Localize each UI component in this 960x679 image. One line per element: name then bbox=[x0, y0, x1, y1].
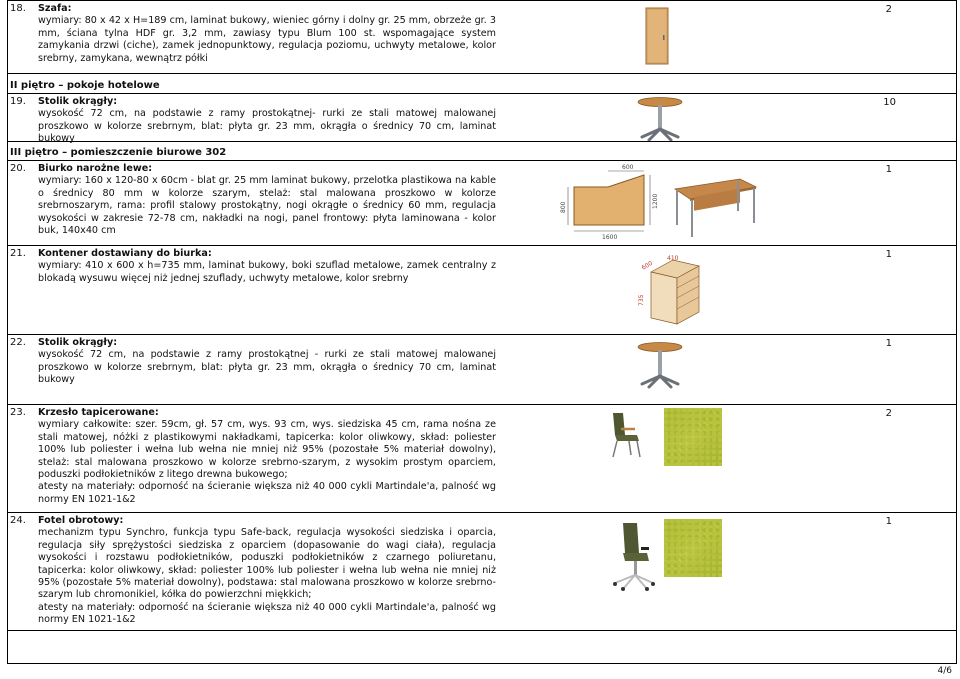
round-table-image bbox=[635, 96, 685, 141]
item-quantity: 2 bbox=[885, 4, 892, 15]
item-body: wymiary: 410 x 600 x h=735 mm, laminat bukowy, boki szuflad metalowe, zamek centralny z blokadą wysuwu więcej niż jednej szuflady, uchwyty metalowe, kolor srebrny bbox=[38, 260, 496, 284]
item-description bbox=[38, 337, 496, 387]
round-table-image bbox=[635, 341, 685, 389]
drawer-container-drawing bbox=[633, 252, 713, 328]
item-title: Krzesło tapicerowane: bbox=[38, 407, 159, 418]
wardrobe-image bbox=[645, 7, 669, 65]
item-number: 23. bbox=[10, 407, 26, 418]
dim-label: 600 bbox=[622, 164, 634, 171]
item-body: wysokość 72 cm, na podstawie z ramy prostokątnej- rurki ze stali matowej malowanej proszkowo w kolorze srebrnym, blat: płyta gr. 23 mm, okrągła o średnicy 70 cm, laminat bukowy bbox=[38, 108, 496, 145]
furniture-specification-table bbox=[7, 0, 957, 664]
item-number: 21. bbox=[10, 248, 26, 259]
dim-label: 600 bbox=[640, 259, 654, 272]
table-row bbox=[8, 405, 956, 513]
item-title: Stolik okrągły: bbox=[38, 337, 118, 348]
item-number: 24. bbox=[10, 515, 26, 526]
table-row bbox=[8, 513, 956, 631]
dim-label: 735 bbox=[638, 294, 645, 306]
item-quantity: 1 bbox=[885, 516, 892, 527]
item-description bbox=[38, 515, 496, 627]
item-number: 19. bbox=[10, 96, 26, 107]
corner-desk-drawing bbox=[556, 163, 671, 241]
corner-desk-image bbox=[670, 175, 760, 239]
item-body: wysokość 72 cm, na podstawie z ramy prostokątnej - rurki ze stali matowej malowanej proszkowo w kolorze srebrnym, blat: płyta gr. 23 mm, okrągła o średnicy 70 cm, laminat bukowy bbox=[38, 349, 496, 386]
table-row bbox=[8, 160, 956, 246]
item-description bbox=[38, 407, 496, 506]
olive-fabric-swatch bbox=[664, 519, 722, 577]
item-quantity: 1 bbox=[885, 164, 892, 175]
item-title: Szafa: bbox=[38, 3, 72, 14]
dim-label: 410 bbox=[667, 255, 679, 262]
item-title: Kontener dostawiany do biurka: bbox=[38, 248, 212, 259]
item-body: wymiary całkowite: szer. 59cm, gł. 57 cm, wys. 93 cm, wys. siedziska 45 cm, rama nośna ze stali matowej, nóżki z plastikowymi nakładkami, tapicerka: kolor oliwkowy, skład: poliester 100% lub poliester i wełna lub wełna nie mniej niż 95% (pozostałe 5% materiał dowolny), stelaż: stal malowana proszkowo w kolorze srebrno-szarym, z wysokim prostym oparciem, poduszki podłokietników z litego drewna bukowego; bbox=[38, 419, 496, 481]
item-number: 20. bbox=[10, 163, 26, 174]
section-heading: III piętro – pomieszczenie biurowe 302 bbox=[10, 147, 227, 158]
dim-label: 1600 bbox=[602, 234, 618, 241]
item-title: Biurko narożne lewe: bbox=[38, 163, 153, 174]
section-heading: II piętro – pokoje hotelowe bbox=[10, 80, 160, 91]
dim-label: 800 bbox=[560, 201, 567, 213]
item-body: mechanizm typu Synchro, funkcja typu Safe-back, regulacja wysokości siedziska i oparcia, regulacja siły sprężystości siedziska z oparciem (dopasowanie do wagi ciała), regulacja wysokości i rozstawu podłokietników, poduszki podłokietników z czarnego poliuretanu, tapicerka: kolor oliwkowy, skład: poliester 100% lub poliester i wełna lub wełna nie mniej niż 95% (pozostałe 5% materiał dowolny), podstawa: stal malowana proszkowo w kolorze srebrno-szarym lub chromonikiel, kółka do powierzchni miękkich; bbox=[38, 527, 496, 601]
table-row bbox=[8, 1, 956, 74]
item-quantity: 1 bbox=[885, 338, 892, 349]
page-number: 4/6 bbox=[937, 666, 952, 676]
item-description bbox=[38, 248, 496, 285]
item-certification: atesty na materiały: odporność na ścieranie większa niż 40 000 cykli Martindale'a, palność wg normy EN 1021-1&2 bbox=[38, 601, 496, 626]
item-quantity: 10 bbox=[883, 97, 896, 108]
item-title: Fotel obrotowy: bbox=[38, 515, 124, 526]
item-number: 18. bbox=[10, 3, 26, 14]
item-quantity: 1 bbox=[885, 249, 892, 260]
item-body: wymiary: 160 x 120-80 x 60cm - blat gr. 25 mm laminat bukowy, przelotka plastikowa na kable o średnicy 80 mm w kolorze szarym, stelaż: stal malowana proszkowo w kolorze srebrnoszarym, rama: profil stalowy prostokątny, nogi okrągłe o średnicy 60 mm, regulacja wysokości w zakresie 72-78 cm, nakładki na nogi, panel frontowy: płyta laminowana - kolor buk, 140x40 cm bbox=[38, 175, 496, 237]
table-row bbox=[8, 93, 956, 145]
item-body: wymiary: 80 x 42 x H=189 cm, laminat bukowy, wieniec górny i dolny gr. 25 mm, obrzeże gr. 3 mm, ściana tylna HDF gr. 3,2 mm, zawiasy typu Blum 100 st. wspomagające system zamykania drzwi (ciche), zamek jednopunktowy, regulacja poziomu, uchwyty metalowe, kolor srebrny, zamykana, wewnątrz półki bbox=[38, 15, 496, 64]
item-title: Stolik okrągły: bbox=[38, 96, 118, 107]
item-number: 22. bbox=[10, 337, 26, 348]
item-description bbox=[38, 163, 496, 237]
item-certification: atesty na materiały: odporność na ścieranie większa niż 40 000 cykli Martindale'a, palność wg normy EN 1021-1&2 bbox=[38, 481, 496, 505]
upholstered-chair-image bbox=[607, 411, 643, 459]
olive-fabric-swatch bbox=[664, 408, 722, 466]
table-row bbox=[8, 246, 956, 335]
item-quantity: 2 bbox=[885, 408, 892, 419]
table-row bbox=[8, 335, 956, 405]
item-description bbox=[38, 3, 496, 65]
item-description bbox=[38, 96, 496, 146]
dim-label: 1200 bbox=[652, 193, 659, 209]
swivel-chair-image bbox=[611, 521, 655, 591]
